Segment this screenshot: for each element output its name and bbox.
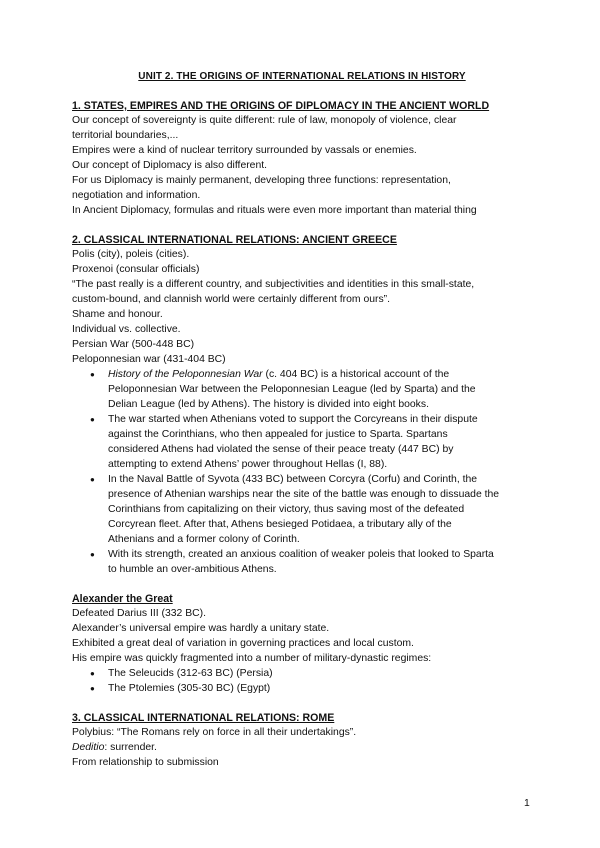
book-title: History of the Peloponnesian War <box>108 369 263 380</box>
document-page <box>72 70 532 770</box>
page-number: 1 <box>524 798 530 809</box>
list-item-text: The Seleucids (312-63 BC) (Persia) <box>108 668 273 679</box>
paragraph-line: Our concept of Diplomacy is also different. <box>72 160 268 171</box>
paragraph-line: Persian War (500-448 BC) <box>72 339 195 350</box>
paragraph-line <box>72 740 532 755</box>
bullet-list <box>72 367 532 577</box>
section-3-heading: 3. CLASSICAL INTERNATIONAL RELATIONS: ROME <box>72 712 335 724</box>
paragraph-line: Empires were a kind of nuclear territory surrounded by vassals or enemies. <box>72 145 417 156</box>
paragraph-line: Individual vs. collective. <box>72 324 181 335</box>
list-item-text: against the Corinthians, who then appealed for justice to Sparta. Spartans <box>108 429 448 440</box>
bullet-icon: ● <box>90 684 95 693</box>
paragraph-line: Polis (city), poleis (cities). <box>72 249 190 260</box>
list-item-text: considered Athens had violated the sense of their peace treaty (447 BC) by <box>108 444 454 455</box>
bullet-icon: ● <box>90 475 95 484</box>
paragraph-line: Defeated Darius III (332 BC). <box>72 608 206 619</box>
paragraph-line: From relationship to submission <box>72 757 219 768</box>
list-item-text: to humble an over-ambitious Athens. <box>108 564 277 575</box>
section-2 <box>72 233 532 577</box>
bullet-list <box>72 666 532 696</box>
paragraph-line: Exhibited a great deal of variation in governing practices and local custom. <box>72 638 414 649</box>
list-item-text: attempting to extend Athens’ power throughout Hellas (I, 88). <box>108 459 388 470</box>
section-1-heading: 1. STATES, EMPIRES AND THE ORIGINS OF DIPLOMACY IN THE ANCIENT WORLD <box>72 100 490 112</box>
alexander-heading: Alexander the Great <box>72 593 173 605</box>
paragraph-line: In Ancient Diplomacy, formulas and rituals were even more important than material thing <box>72 205 477 216</box>
list-item-text: Corinthians from capitalizing on their victory, thus saving most of the defeated <box>108 504 465 515</box>
list-item-text: Peloponnesian War between the Peloponnesian League (led by Sparta) and the <box>108 384 476 395</box>
bullet-icon: ● <box>90 415 95 424</box>
list-item-text: In the Naval Battle of Syvota (433 BC) between Corcyra (Corfu) and Corinth, the <box>108 474 478 485</box>
list-item <box>72 681 532 696</box>
section-3 <box>72 711 532 770</box>
section-2-heading: 2. CLASSICAL INTERNATIONAL RELATIONS: ANCIENT GREECE <box>72 234 397 246</box>
paragraph-line: Proxenoi (consular officials) <box>72 264 200 275</box>
section-1 <box>72 99 532 218</box>
paragraph-line: territorial boundaries,... <box>72 130 179 141</box>
paragraph-line: Our concept of sovereignty is quite different: rule of law, monopoly of violence, clear <box>72 115 457 126</box>
list-item <box>72 472 532 547</box>
paragraph-line: His empire was quickly fragmented into a number of military-dynastic regimes: <box>72 653 432 664</box>
list-item-text: Delian League (led by Athens). The history is divided into eight books. <box>108 399 429 410</box>
document-title: UNIT 2. THE ORIGINS OF INTERNATIONAL RELATIONS IN HISTORY <box>138 71 466 82</box>
list-item-text: The Ptolemies (305-30 BC) (Egypt) <box>108 683 271 694</box>
paragraph-line: negotiation and information. <box>72 190 201 201</box>
paragraph-line: Peloponnesian war (431-404 BC) <box>72 354 226 365</box>
bullet-icon: ● <box>90 550 95 559</box>
list-item-text: presence of Athenian warships near the site of the battle was enough to dissuade the <box>108 489 500 500</box>
paragraph-line: Polybius: “The Romans rely on force in all their undertakings”. <box>72 727 357 738</box>
list-item <box>72 367 532 412</box>
paragraph-line: custom-bound, and clannish world were certainly different from ours”. <box>72 294 391 305</box>
list-item <box>72 547 532 577</box>
bullet-icon: ● <box>90 669 95 678</box>
list-item-text: Athenians and a former colony of Corinth. <box>108 534 300 545</box>
list-item-text: (c. 404 BC) is a historical account of the <box>262 369 450 380</box>
bullet-icon: ● <box>90 370 95 379</box>
latin-term: Deditio <box>72 742 105 753</box>
list-item-text: With its strength, created an anxious coalition of weaker poleis that looked to Sparta <box>108 549 494 560</box>
paragraph-line: For us Diplomacy is mainly permanent, developing three functions: representation, <box>72 175 451 186</box>
paragraph-line: Alexander’s universal empire was hardly a unitary state. <box>72 623 330 634</box>
paragraph-text: : surrender. <box>104 742 157 753</box>
list-item <box>72 412 532 472</box>
list-item <box>72 666 532 681</box>
list-item-text: Corcyrean fleet. After that, Athens besieged Potidaea, a tributary ally of the <box>108 519 452 530</box>
paragraph-line: “The past really is a different country, and subjectivities and identities in this small-state, <box>72 279 475 290</box>
list-item-text: The war started when Athenians voted to support the Corcyreans in their dispute <box>108 414 478 425</box>
section-alexander <box>72 592 532 696</box>
paragraph-line: Shame and honour. <box>72 309 163 320</box>
